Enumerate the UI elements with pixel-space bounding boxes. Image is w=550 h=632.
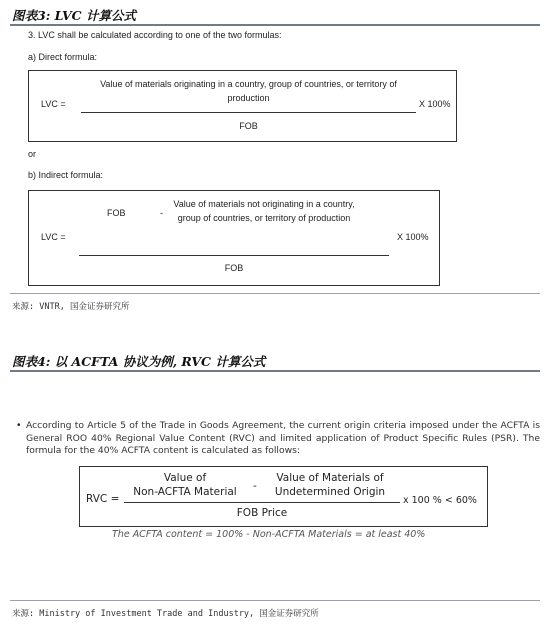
- rvc-term1-line2: Non-ACFTA Material: [133, 486, 237, 498]
- indirect-term-fob: FOB: [107, 208, 126, 218]
- direct-numerator-line1: Value of materials originating in a country, group of countries, or territory of: [100, 79, 397, 89]
- rvc-multiplier: x 100 % < 60%: [403, 495, 477, 506]
- figure4-bottom-rule: [10, 600, 540, 601]
- indirect-term2-line2: group of countries, or territory of production: [177, 213, 351, 223]
- rvc-term1-line1: Value of: [163, 472, 207, 484]
- figure3-source: 来源: VNTR, 国金证券研究所: [12, 302, 130, 312]
- direct-formula-label: a) Direct formula:: [28, 52, 98, 62]
- direct-fraction-bar: [81, 112, 416, 113]
- indirect-minus: -: [160, 208, 163, 218]
- indirect-denominator: FOB: [224, 263, 244, 273]
- direct-formula-box: [28, 70, 457, 142]
- indirect-lhs: LVC =: [41, 232, 66, 242]
- acfta-content-note: The ACFTA content = 100% - Non-ACFTA Materials = at least 40%: [112, 529, 426, 540]
- rvc-denominator: FOB Price: [236, 507, 288, 519]
- rvc-term2-line1: Value of Materials of: [276, 472, 384, 484]
- rvc-term2-line2: Undetermined Origin: [274, 486, 386, 498]
- direct-lhs: LVC =: [41, 99, 66, 109]
- direct-numerator-line2: production: [227, 93, 270, 103]
- figure3-bottom-rule: [10, 293, 540, 294]
- indirect-multiplier: X 100%: [397, 232, 429, 242]
- figure3-title: 图表3: LVC 计算公式: [12, 8, 136, 23]
- indirect-formula-label: b) Indirect formula:: [28, 170, 104, 180]
- figure3-title-rule: [10, 24, 540, 26]
- rvc-fraction-bar: [124, 502, 400, 503]
- figure4-source: 来源: Ministry of Investment Trade and Industry, 国金证券研究所: [12, 609, 319, 619]
- indirect-formula-box: [28, 190, 440, 286]
- or-label: or: [28, 149, 37, 159]
- acfta-paragraph: According to Article 5 of the Trade in Goods Agreement, the current origin criteria imposed under the ACFTA is General ROO 40% Regional Value Content (RVC) and limited application of Product Specific Rules (PSR). The formula for the 40% ACFTA content is calculated as follows:: [26, 420, 540, 456]
- bullet-dot: •: [17, 420, 21, 431]
- direct-multiplier: X 100%: [419, 99, 451, 109]
- rvc-minus: -: [253, 480, 257, 492]
- figure3-intro: 3. LVC shall be calculated according to one of the two formulas:: [28, 30, 282, 40]
- indirect-term2-line1: Value of materials not originating in a country,: [173, 199, 355, 209]
- rvc-lhs: RVC =: [86, 493, 120, 505]
- indirect-fraction-bar: [79, 255, 389, 256]
- direct-denominator: FOB: [239, 121, 258, 131]
- rvc-formula-box: [79, 466, 488, 527]
- figure4-title-rule: [10, 370, 540, 372]
- figure4-title: 图表4: 以 ACFTA 协议为例, RVC 计算公式: [12, 354, 266, 369]
